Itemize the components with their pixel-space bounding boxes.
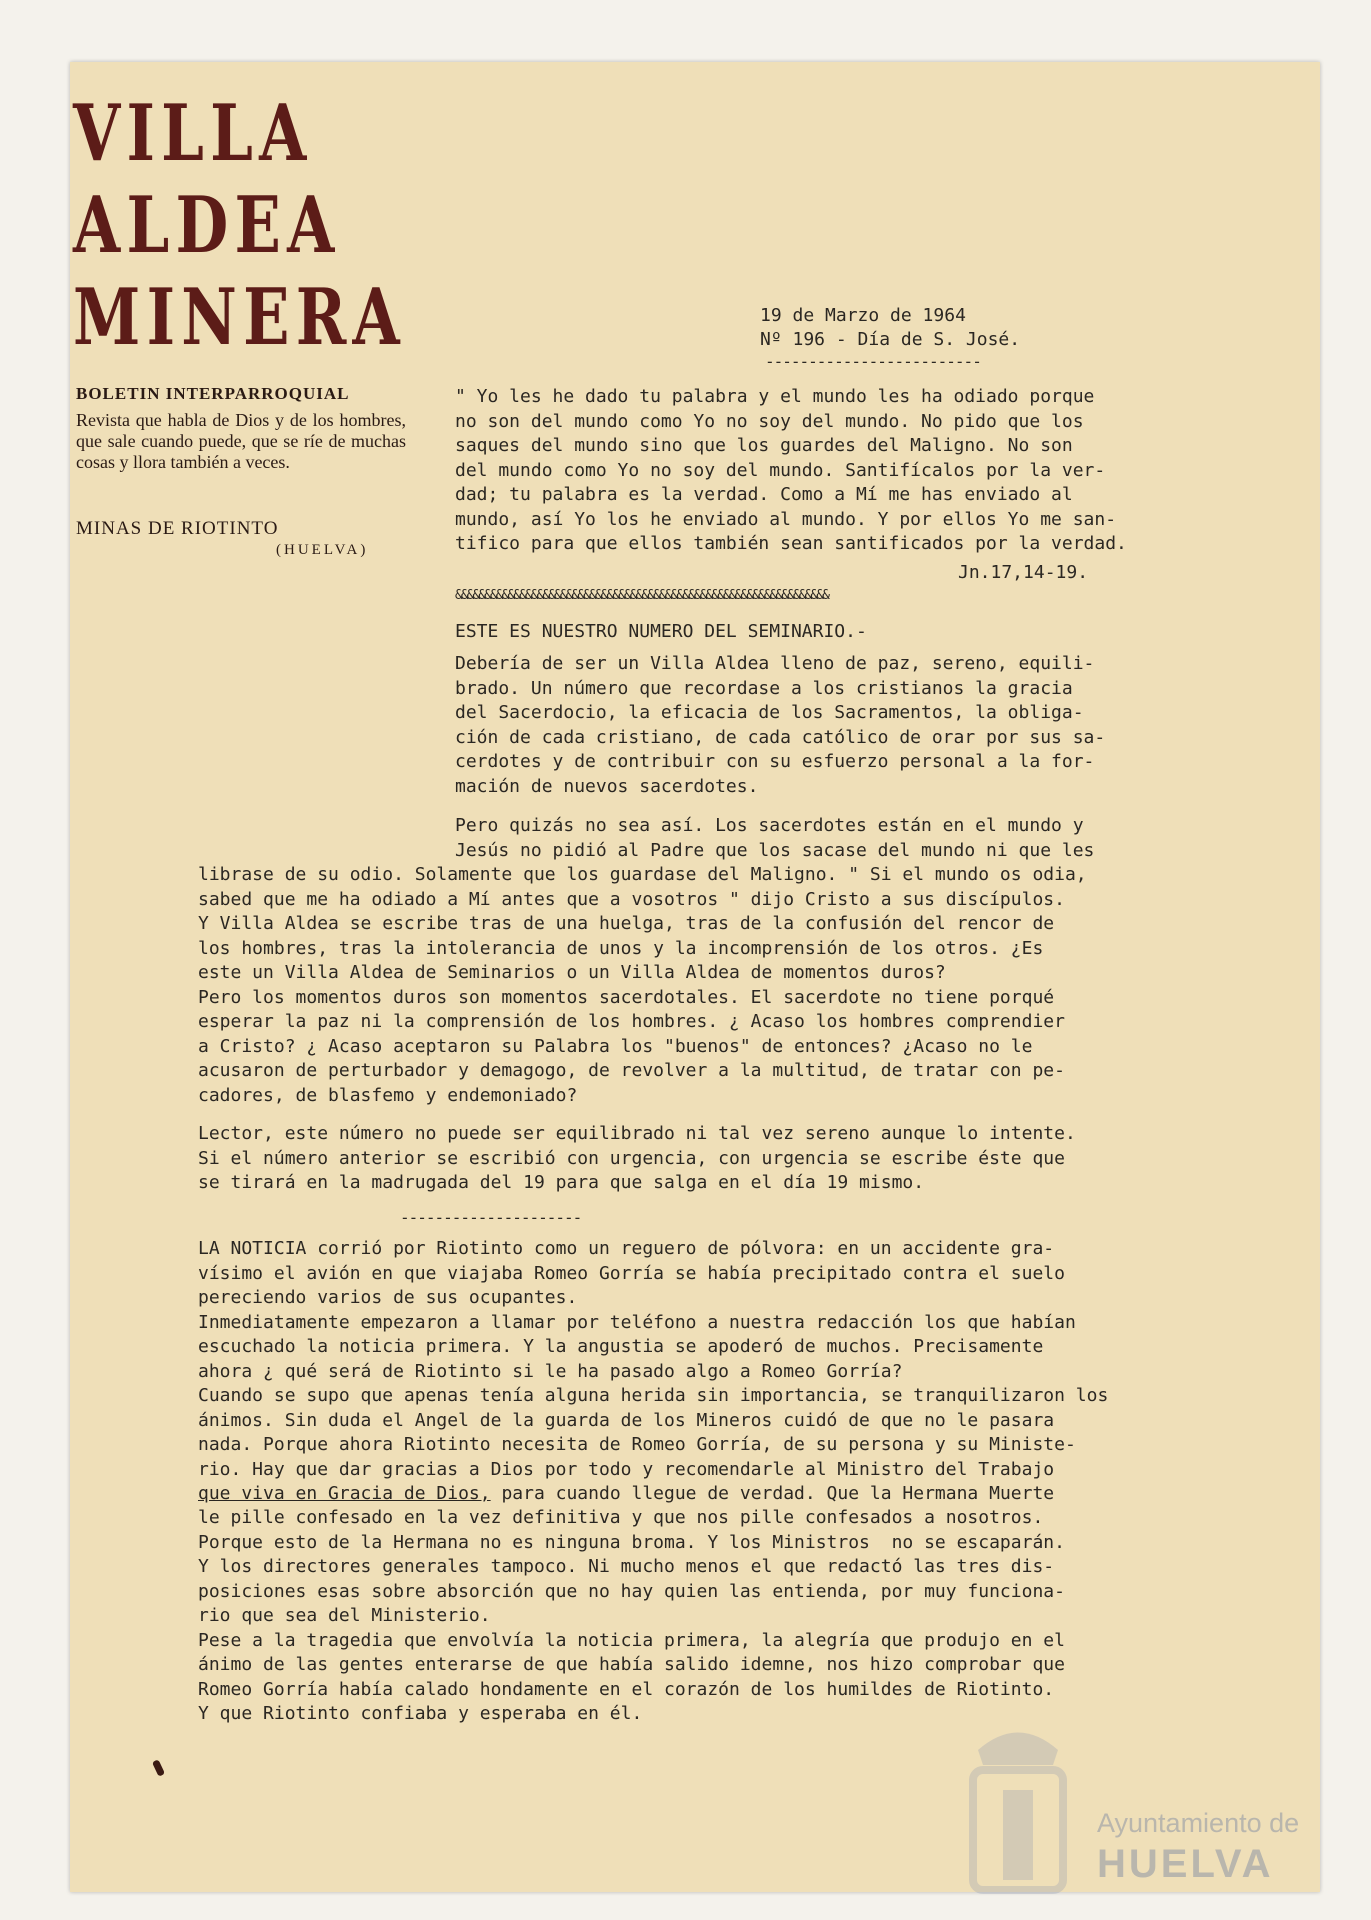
underlined-line-rest: para cuando llegue de verdad. Que la Hermana Muerte: [490, 1483, 1055, 1504]
text-line: rio que sea del Ministerio.: [198, 1605, 491, 1626]
text-line: ahora ¿ qué será de Riotinto si le ha pasado algo a Romeo Gorría?: [198, 1360, 903, 1382]
watermark-line-2: HUELVA: [1097, 1842, 1274, 1886]
text-line: nada. Porque ahora Riotinto necesita de Romeo Gorría, de su persona y su Ministe-: [198, 1434, 1076, 1455]
masthead: [73, 88, 406, 558]
ornament-divider: &&&&&&&&&&&&&&&&&&&&&&&&&&&&&&&&&&&&&&&&&&&&&&&&&&&&&&&&&&&&&&&&: [455, 588, 828, 603]
text-line: rio. Hay que dar gracias a Dios por todo y recomendarle al Ministro del Trabajo: [198, 1458, 1055, 1480]
coat-of-arms-watermark-icon: [958, 1720, 1078, 1900]
quote-line: mundo, así Yo los he enviado al mundo. Y por ellos Yo me san-: [455, 508, 1117, 530]
text-line: Porque esto de la Hermana no es ninguna broma. Y los Ministros no se escaparán.: [198, 1531, 1065, 1553]
text-line: le pille confesado en la vez definitiva y que nos pille confesados a nosotros.: [198, 1507, 1044, 1528]
article-paragraph-2-intro: [455, 814, 1094, 863]
quote-line: no son del mundo como Yo no soy del mundo. No pido que los: [455, 410, 1084, 432]
masthead-tagline: Revista que habla de Dios y de los hombres, que sale cuando puede, que se ríe de muchas cosas y llora también a veces.: [76, 410, 406, 472]
separator-short: -------------------------: [765, 352, 981, 371]
text-line: esperar la paz ni la comprensión de los hombres. ¿ Acaso los hombres comprendier: [198, 1011, 1065, 1032]
quote-reference: Jn.17,14-19.: [958, 562, 1089, 583]
text-line: Y que Riotinto confiaba y esperaba en él.: [198, 1703, 643, 1724]
masthead-province: (HUELVA): [276, 542, 369, 558]
text-line: Romeo Gorría había calado hondamente en el corazón de los humildes de Riotinto.: [198, 1678, 1055, 1700]
article-paragraph-2: [198, 863, 1087, 1108]
text-line: este un Villa Aldea de Seminarios o un Villa Aldea de momentos duros?: [198, 962, 946, 983]
masthead-subtitle: BOLETIN INTERPARROQUIAL: [76, 384, 350, 403]
separator-mid: ---------------------: [400, 1208, 582, 1227]
quote-line: saques del mundo sino que los guardes del Maligno. No son: [455, 435, 1073, 456]
text-line: librase de su odio. Solamente que los guardase del Maligno. " Si el mundo os odia,: [198, 864, 1087, 885]
quote-block: [455, 385, 1127, 557]
quote-line: dad; tu palabra es la verdad. Como a Mí me has enviado al: [455, 484, 1073, 505]
text-line: cerdotes y de contribuir con su esfuerzo personal a la for-: [455, 751, 1095, 772]
text-line: brado. Un número que recordase a los cristianos la gracia: [455, 677, 1073, 699]
news-article: [198, 1237, 1108, 1482]
masthead-title-line-2: ALDEA: [73, 180, 341, 271]
text-line: escuchado la noticia primera. Y la angustia se apoderó de muchos. Precisamente: [198, 1336, 1044, 1357]
text-line: se tirará en la madrugada del 19 para que salga en el día 19 mismo.: [198, 1172, 925, 1193]
text-line: acusaron de perturbador y demagogo, de revolver a la multitud, de tratar con pe-: [198, 1060, 1065, 1081]
quote-line: del mundo como Yo no soy del mundo. Santifícalos por la ver-: [455, 459, 1106, 481]
text-line: Debería de ser un Villa Aldea lleno de paz, sereno, equili-: [455, 653, 1095, 674]
text-line: Si el número anterior se escribió con urgencia, con urgencia se escribe éste que: [198, 1147, 1065, 1169]
text-line: mación de nuevos sacerdotes.: [455, 775, 759, 797]
text-line: LA NOTICIA corrió por Riotinto como un reguero de pólvora: en un accidente gra-: [198, 1238, 1055, 1259]
text-line: Y Villa Aldea se escribe tras de una huelga, tras de la confusión del rencor de: [198, 913, 1055, 934]
text-line: sabed que me ha odiado a Mí antes que a vosotros " dijo Cristo a sus discípulos.: [198, 888, 1065, 910]
text-line: Pero los momentos duros son momentos sacerdotales. El sacerdote no tiene porqué: [198, 986, 1055, 1008]
text-line: Inmediatamente empezaron a llamar por teléfono a nuestra redacción los que habían: [198, 1311, 1076, 1333]
news-underlined-line: [198, 1482, 1054, 1507]
article-paragraph-3: [198, 1122, 1076, 1196]
text-line: Cuando se supo que apenas tenía alguna herida sin importancia, se tranquilizaron los: [198, 1385, 1109, 1406]
text-line: Y los directores generales tampoco. Ni mucho menos el que redactó las tres dis-: [198, 1556, 1055, 1577]
text-line: Jesús no pidió al Padre que los sacase del mundo ni que les: [455, 839, 1095, 861]
text-line: Lector, este número no puede ser equilibrado ni tal vez sereno aunque lo intente.: [198, 1123, 1076, 1144]
underlined-phrase: que viva en Gracia de Dios,: [198, 1483, 491, 1504]
article-heading: ESTE ES NUESTRO NUMERO DEL SEMINARIO.-: [455, 621, 867, 642]
text-line: ánimo de las gentes enterarse de que había salido idemne, nos hizo comprobar que: [198, 1654, 1065, 1675]
text-line: los hombres, tras la intolerancia de unos y la incomprensión de los otros. ¿Es: [198, 937, 1044, 959]
text-line: posiciones esas sobre absorción que no hay quien las entienda, por muy funciona-: [198, 1580, 1065, 1602]
quote-line: " Yo les he dado tu palabra y el mundo les ha odiado porque: [455, 386, 1095, 407]
text-line: Pero quizás no sea así. Los sacerdotes están en el mundo y: [455, 815, 1084, 836]
issue-date: 19 de Marzo de 1964: [760, 305, 966, 326]
text-line: Pese a la tragedia que envolvía la noticia primera, la alegría que produjo en el: [198, 1629, 1065, 1651]
article-paragraph-1: [455, 652, 1105, 799]
quote-line: tifico para que ellos también sean santificados por la verdad.: [455, 533, 1127, 554]
masthead-place: MINAS DE RIOTINTO: [76, 518, 279, 539]
text-line: del Sacerdocio, la eficacia de los Sacramentos, la obliga-: [455, 702, 1084, 723]
issue-number: Nº 196 - Día de S. José.: [760, 329, 1021, 350]
text-line: ánimos. Sin duda el Angel de la guarda de los Mineros cuidó de que no le pasara: [198, 1409, 1055, 1431]
masthead-title-line-1: VILLA: [73, 88, 313, 179]
news-article-continued: [198, 1506, 1065, 1727]
text-line: ción de cada cristiano, de cada católico de orar por sus sa-: [455, 726, 1106, 748]
text-line: vísimo el avión en que viajaba Romeo Gorría se había precipitado contra el suelo: [198, 1262, 1065, 1284]
text-line: a Cristo? ¿ Acaso aceptaron su Palabra los "buenos" de entonces? ¿Acaso no le: [198, 1035, 1033, 1057]
text-line: cadores, de blasfemo y endemoniado?: [198, 1084, 578, 1106]
watermark-line-1: Ayuntamiento de: [1097, 1808, 1300, 1838]
text-line: pereciendo varios de sus ocupantes.: [198, 1287, 578, 1308]
masthead-title-line-3: MINERA: [73, 272, 406, 363]
